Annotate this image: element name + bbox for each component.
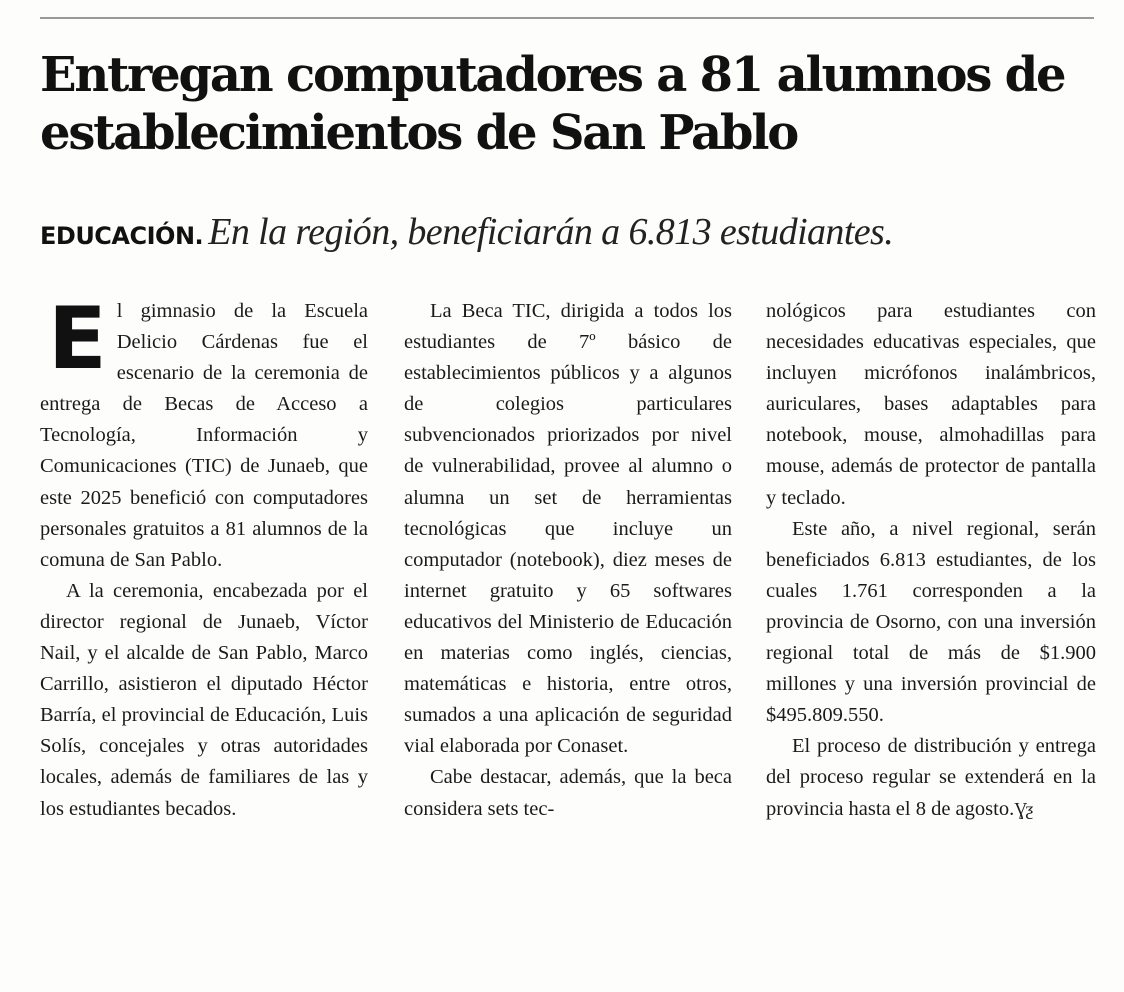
- paragraph-6: [766, 731, 1096, 824]
- subhead: En la región, beneficiarán a 6.813 estudiantes.: [208, 211, 894, 253]
- paragraph-3: La Beca TIC, dirigida a todos los estudiantes de 7º básico de establecimientos públicos y a algunos de colegios particulares subvencionados priorizados por nivel de vulnerabilidad, provee al alumno o alumna un set de herramientas tecnológicas que incluye un computador (notebook), diez meses de internet gratuito y 65 softwares educativos del Ministerio de Educación en materias como inglés, ciencias, matemáticas e historia, entre otros, sumados a una aplicación de seguridad vial elaborada por Conaset.: [404, 300, 732, 758]
- paragraph-1-text: l gimnasio de la Escuela Delicio Cárdenas fue el escenario de la ceremonia de entrega de Becas de Acceso a Tecnología, Información y Comunicaciones (TIC) de Junaeb, que este 2025 benefició con computadores personales gratuitos a 81 alumnos de la comuna de San Pablo.: [40, 300, 368, 571]
- deck: [40, 210, 1110, 254]
- paragraph-4-start: Cabe destacar, además, que la beca considera sets tec-: [404, 766, 732, 820]
- paragraph-5: Este año, a nivel regional, serán beneficiados 6.813 estudiantes, de los cuales 1.761 corresponden a la provincia de Osorno, con una inversión regional total de más de $1.900 millones y una inversión provincial de $495.809.550.: [766, 517, 1096, 727]
- paragraph-4-end: nológicos para estudiantes con necesidades educativas especiales, que incluyen micrófonos inalámbricos, auriculares, bases adaptables para notebook, mouse, almohadillas para mouse, además de protector de pantalla y teclado.: [766, 300, 1096, 509]
- top-rule: [40, 17, 1094, 19]
- end-mark-icon: Ɣƺ: [1014, 798, 1032, 819]
- paragraph-1: [40, 289, 368, 576]
- paragraph-6-text: El proceso de distribución y entrega del proceso regular se extenderá en la provincia hasta el 8 de agosto.: [766, 735, 1096, 820]
- paragraph-2: A la ceremonia, encabezada por el director regional de Junaeb, Víctor Nail, y el alcalde de San Pablo, Marco Carrillo, asistieron el diputado Héctor Barría, el provincial de Educación, Luis Solís, concejales y otras autoridades locales, además de familiares de las y los estudiantes becados.: [40, 579, 368, 820]
- headline: Entregan computadores a 81 alumnos de establecimientos de San Pablo: [40, 47, 1065, 161]
- section-kicker: EDUCACIÓN.: [40, 222, 204, 250]
- column-2: [404, 296, 732, 825]
- drop-cap: E: [48, 289, 107, 389]
- column-1: [40, 289, 368, 825]
- column-3: [766, 296, 1096, 825]
